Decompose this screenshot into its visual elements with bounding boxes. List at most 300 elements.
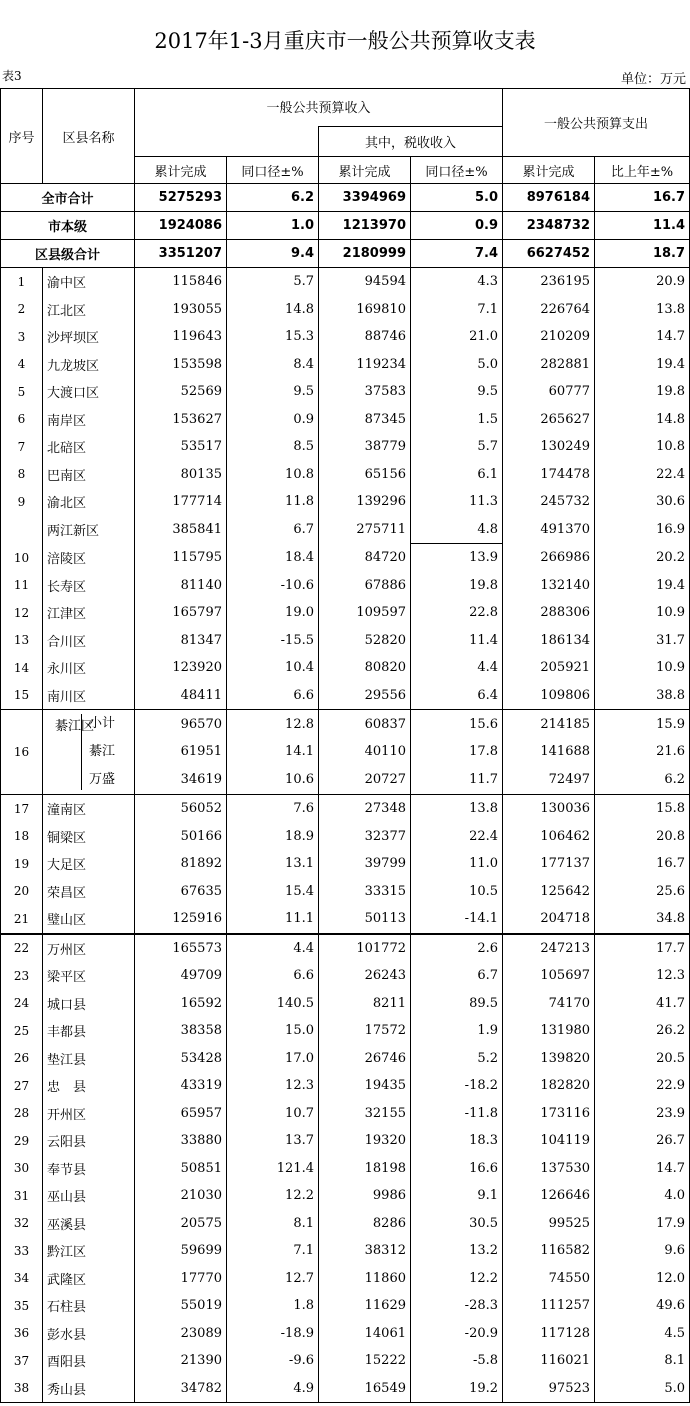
- district-name: 酉阳县: [43, 1347, 135, 1375]
- table-row: [1, 878, 690, 906]
- tax-pct-cell: -14.1: [411, 905, 503, 934]
- district-name: 永川区: [43, 654, 135, 682]
- revenue-pct-cell: 8.1: [227, 1210, 319, 1238]
- revenue-cell: 165573: [135, 934, 227, 963]
- tax-cell: 275711: [319, 516, 411, 544]
- row-number: 15: [1, 682, 43, 710]
- district-name: 荣昌区: [43, 878, 135, 906]
- revenue-cell: 52569: [135, 378, 227, 406]
- row-number: 23: [1, 962, 43, 990]
- tax-cell: 27348: [319, 795, 411, 823]
- unit-label: 单位：万元: [620, 72, 686, 87]
- expenditure-pct-cell: 30.6: [595, 488, 690, 516]
- revenue-pct-cell: 12.3: [227, 1072, 319, 1100]
- revenue-pct-cell: -10.6: [227, 572, 319, 600]
- expenditure-pct-cell: 4.5: [595, 1320, 690, 1348]
- expenditure-pct-cell: 14.7: [595, 1155, 690, 1183]
- table-row: [1, 627, 690, 655]
- tax-cell: 15222: [319, 1347, 411, 1375]
- expenditure-cell: 247213: [503, 934, 595, 963]
- expenditure-cell: 126646: [503, 1182, 595, 1210]
- table-row: [1, 488, 690, 516]
- expenditure-cell: 8976184: [503, 184, 595, 212]
- district-name: 渝中区: [43, 268, 135, 296]
- revenue-cell: 53517: [135, 433, 227, 461]
- expenditure-cell: 141688: [503, 738, 595, 766]
- tax-pct-cell: 22.4: [411, 823, 503, 851]
- revenue-pct-cell: 11.8: [227, 488, 319, 516]
- tax-cell: 50113: [319, 905, 411, 934]
- revenue-cell: 81892: [135, 850, 227, 878]
- district-name: 涪陵区: [43, 544, 135, 572]
- tax-pct-cell: -11.8: [411, 1100, 503, 1128]
- district-name: 秀山县: [43, 1375, 135, 1403]
- row-number: 7: [1, 433, 43, 461]
- district-name: 九龙坡区: [43, 351, 135, 379]
- revenue-pct-cell: 10.8: [227, 461, 319, 489]
- row-number: 28: [1, 1100, 43, 1128]
- revenue-pct-cell: 7.6: [227, 795, 319, 823]
- table-row: [1, 962, 690, 990]
- tax-cell: 67886: [319, 572, 411, 600]
- revenue-cell: 119643: [135, 323, 227, 351]
- tax-pct-cell: 18.3: [411, 1127, 503, 1155]
- row-number: 6: [1, 406, 43, 434]
- summary-row: [1, 240, 690, 268]
- tax-pct-cell: 4.4: [411, 654, 503, 682]
- tax-cell: 11629: [319, 1292, 411, 1320]
- expenditure-cell: 106462: [503, 823, 595, 851]
- revenue-cell: 55019: [135, 1292, 227, 1320]
- district-name: 江北区: [43, 296, 135, 324]
- row-number: 26: [1, 1045, 43, 1073]
- expenditure-cell: 116021: [503, 1347, 595, 1375]
- tax-cell: 33315: [319, 878, 411, 906]
- row-number: 5: [1, 378, 43, 406]
- table-row: [1, 654, 690, 682]
- table-row: [1, 934, 690, 963]
- row-number: 38: [1, 1375, 43, 1403]
- revenue-cell: 125916: [135, 905, 227, 934]
- revenue-cell: 33880: [135, 1127, 227, 1155]
- table-row: [1, 850, 690, 878]
- table-row: [1, 378, 690, 406]
- header-exp-vs: 比上年±%: [595, 157, 690, 184]
- row-number: 10: [1, 544, 43, 572]
- expenditure-cell: 105697: [503, 962, 595, 990]
- expenditure-pct-cell: 19.4: [595, 572, 690, 600]
- district-name: 黔江区: [43, 1237, 135, 1265]
- tax-pct-cell: 11.3: [411, 488, 503, 516]
- revenue-pct-cell: 8.5: [227, 433, 319, 461]
- revenue-cell: 3351207: [135, 240, 227, 268]
- revenue-cell: 53428: [135, 1045, 227, 1073]
- tax-cell: 37583: [319, 378, 411, 406]
- expenditure-pct-cell: 5.0: [595, 1375, 690, 1403]
- summary-row: [1, 184, 690, 212]
- revenue-pct-cell: -15.5: [227, 627, 319, 655]
- expenditure-cell: 214185: [503, 710, 595, 739]
- expenditure-cell: 60777: [503, 378, 595, 406]
- expenditure-pct-cell: 31.7: [595, 627, 690, 655]
- row-number: 37: [1, 1347, 43, 1375]
- expenditure-cell: 177137: [503, 850, 595, 878]
- header-rev-cum: 累计完成: [135, 157, 227, 184]
- expenditure-cell: 99525: [503, 1210, 595, 1238]
- revenue-cell: 43319: [135, 1072, 227, 1100]
- expenditure-cell: 125642: [503, 878, 595, 906]
- revenue-pct-cell: 18.9: [227, 823, 319, 851]
- revenue-pct-cell: 8.4: [227, 351, 319, 379]
- revenue-cell: 59699: [135, 1237, 227, 1265]
- tax-pct-cell: 11.0: [411, 850, 503, 878]
- header-expenditure: 一般公共预算支出: [503, 89, 690, 157]
- expenditure-pct-cell: 23.9: [595, 1100, 690, 1128]
- tax-pct-cell: 15.6: [411, 710, 503, 739]
- row-number: 32: [1, 1210, 43, 1238]
- expenditure-cell: 210209: [503, 323, 595, 351]
- tax-pct-cell: 5.7: [411, 433, 503, 461]
- summary-name: 全市合计: [1, 184, 135, 212]
- summary-row: [1, 212, 690, 240]
- revenue-pct-cell: 5.7: [227, 268, 319, 296]
- revenue-cell: 5275293: [135, 184, 227, 212]
- tax-cell: 11860: [319, 1265, 411, 1293]
- revenue-pct-cell: 9.4: [227, 240, 319, 268]
- revenue-cell: 34619: [135, 766, 227, 795]
- revenue-cell: 177714: [135, 488, 227, 516]
- sub-name: 綦江: [89, 744, 116, 759]
- table-row: [1, 1072, 690, 1100]
- table-number: 表3: [2, 69, 22, 83]
- revenue-cell: 153598: [135, 351, 227, 379]
- revenue-pct-cell: -9.6: [227, 1347, 319, 1375]
- table-row: [1, 433, 690, 461]
- row-number: 24: [1, 990, 43, 1018]
- revenue-pct-cell: 121.4: [227, 1155, 319, 1183]
- expenditure-cell: 74170: [503, 990, 595, 1018]
- expenditure-cell: 139820: [503, 1045, 595, 1073]
- header-tax-yoy: 同口径±%: [411, 157, 503, 184]
- tax-pct-cell: 13.2: [411, 1237, 503, 1265]
- tax-pct-cell: 5.0: [411, 184, 503, 212]
- revenue-pct-cell: 1.0: [227, 212, 319, 240]
- revenue-pct-cell: 15.4: [227, 878, 319, 906]
- revenue-pct-cell: 0.9: [227, 406, 319, 434]
- revenue-pct-cell: 6.7: [227, 516, 319, 544]
- district-name: 两江新区: [43, 516, 135, 544]
- tax-cell: 169810: [319, 296, 411, 324]
- tax-cell: 80820: [319, 654, 411, 682]
- district-name: 潼南区: [43, 795, 135, 823]
- tax-pct-cell: 13.9: [411, 544, 503, 572]
- revenue-cell: 48411: [135, 682, 227, 710]
- table-row: [1, 1182, 690, 1210]
- district-name: 巫山县: [43, 1182, 135, 1210]
- revenue-pct-cell: 4.9: [227, 1375, 319, 1403]
- expenditure-cell: 174478: [503, 461, 595, 489]
- row-number: 8: [1, 461, 43, 489]
- tax-pct-cell: 4.8: [411, 516, 503, 544]
- expenditure-pct-cell: 21.6: [595, 738, 690, 766]
- row-number: 34: [1, 1265, 43, 1293]
- tax-cell: 119234: [319, 351, 411, 379]
- tax-pct-cell: 19.8: [411, 572, 503, 600]
- revenue-pct-cell: 12.2: [227, 1182, 319, 1210]
- revenue-pct-cell: 10.4: [227, 654, 319, 682]
- district-name: 彭水县: [43, 1320, 135, 1348]
- district-rows-a: [1, 268, 690, 710]
- tax-cell: 101772: [319, 934, 411, 963]
- row-number: 22: [1, 934, 43, 963]
- sub-name: 万盛: [89, 772, 116, 787]
- revenue-cell: 81140: [135, 572, 227, 600]
- revenue-pct-cell: 13.7: [227, 1127, 319, 1155]
- table-row: [1, 1375, 690, 1403]
- qijiang-name-cell: [43, 710, 135, 795]
- tax-pct-cell: 7.1: [411, 296, 503, 324]
- revenue-cell: 81347: [135, 627, 227, 655]
- revenue-pct-cell: 4.4: [227, 934, 319, 963]
- table-row: [1, 1320, 690, 1348]
- district-name: 丰都县: [43, 1017, 135, 1045]
- revenue-cell: 67635: [135, 878, 227, 906]
- sub-name: 小计: [89, 716, 116, 731]
- table-row: [1, 1237, 690, 1265]
- revenue-pct-cell: 14.1: [227, 738, 319, 766]
- revenue-cell: 38358: [135, 1017, 227, 1045]
- row-number: 29: [1, 1127, 43, 1155]
- expenditure-pct-cell: 19.8: [595, 378, 690, 406]
- district-name: 渝北区: [43, 488, 135, 516]
- header-tax: 其中，税收收入: [319, 127, 503, 157]
- revenue-pct-cell: 11.1: [227, 905, 319, 934]
- revenue-cell: 61951: [135, 738, 227, 766]
- expenditure-pct-cell: 9.6: [595, 1237, 690, 1265]
- table-row: [1, 516, 690, 544]
- table-row: [1, 572, 690, 600]
- header-tax-cum: 累计完成: [319, 157, 411, 184]
- district-name: 大足区: [43, 850, 135, 878]
- revenue-cell: 56052: [135, 795, 227, 823]
- qijiang-name: 綦江区: [55, 719, 95, 734]
- district-name: 石柱县: [43, 1292, 135, 1320]
- expenditure-pct-cell: 10.9: [595, 654, 690, 682]
- revenue-cell: 165797: [135, 599, 227, 627]
- district-name: 南川区: [43, 682, 135, 710]
- revenue-cell: 385841: [135, 516, 227, 544]
- expenditure-pct-cell: 16.7: [595, 184, 690, 212]
- expenditure-cell: 491370: [503, 516, 595, 544]
- tax-pct-cell: 6.4: [411, 682, 503, 710]
- revenue-pct-cell: 18.4: [227, 544, 319, 572]
- header-exp-cum: 累计完成: [503, 157, 595, 184]
- tax-pct-cell: 16.6: [411, 1155, 503, 1183]
- tax-pct-cell: 7.4: [411, 240, 503, 268]
- tax-pct-cell: 5.2: [411, 1045, 503, 1073]
- table-row: [1, 1045, 690, 1073]
- revenue-cell: 21030: [135, 1182, 227, 1210]
- expenditure-cell: 173116: [503, 1100, 595, 1128]
- row-number: 17: [1, 795, 43, 823]
- revenue-cell: 34782: [135, 1375, 227, 1403]
- district-name: 璧山区: [43, 905, 135, 934]
- revenue-cell: 1924086: [135, 212, 227, 240]
- row-number: 3: [1, 323, 43, 351]
- tax-cell: 26746: [319, 1045, 411, 1073]
- expenditure-cell: 132140: [503, 572, 595, 600]
- district-name: 江津区: [43, 599, 135, 627]
- expenditure-pct-cell: 20.9: [595, 268, 690, 296]
- expenditure-cell: 265627: [503, 406, 595, 434]
- row-number: 16: [1, 710, 43, 795]
- tax-pct-cell: 19.2: [411, 1375, 503, 1403]
- tax-pct-cell: 10.5: [411, 878, 503, 906]
- tax-pct-cell: -18.2: [411, 1072, 503, 1100]
- revenue-pct-cell: 15.0: [227, 1017, 319, 1045]
- tax-cell: 40110: [319, 738, 411, 766]
- tax-cell: 1213970: [319, 212, 411, 240]
- district-name: 合川区: [43, 627, 135, 655]
- district-name: 垫江县: [43, 1045, 135, 1073]
- row-number: 12: [1, 599, 43, 627]
- tax-cell: 94594: [319, 268, 411, 296]
- row-number: 13: [1, 627, 43, 655]
- tax-pct-cell: 11.7: [411, 766, 503, 795]
- expenditure-pct-cell: 14.7: [595, 323, 690, 351]
- tax-pct-cell: 9.1: [411, 1182, 503, 1210]
- table-row: [1, 351, 690, 379]
- table-row: [1, 1347, 690, 1375]
- table-row: [1, 323, 690, 351]
- expenditure-cell: 226764: [503, 296, 595, 324]
- revenue-pct-cell: 17.0: [227, 1045, 319, 1073]
- tax-cell: 18198: [319, 1155, 411, 1183]
- table-row: [1, 406, 690, 434]
- table-row: [1, 795, 690, 823]
- revenue-cell: 21390: [135, 1347, 227, 1375]
- revenue-cell: 80135: [135, 461, 227, 489]
- revenue-pct-cell: 12.8: [227, 710, 319, 739]
- table-row: [1, 1155, 690, 1183]
- tax-pct-cell: -5.8: [411, 1347, 503, 1375]
- expenditure-pct-cell: 41.7: [595, 990, 690, 1018]
- row-number: 33: [1, 1237, 43, 1265]
- expenditure-pct-cell: 17.9: [595, 1210, 690, 1238]
- expenditure-pct-cell: 14.8: [595, 406, 690, 434]
- revenue-cell: 65957: [135, 1100, 227, 1128]
- revenue-cell: 50851: [135, 1155, 227, 1183]
- district-name: 城口县: [43, 990, 135, 1018]
- row-number: 27: [1, 1072, 43, 1100]
- district-name: 长寿区: [43, 572, 135, 600]
- tax-pct-cell: 17.8: [411, 738, 503, 766]
- revenue-pct-cell: 10.7: [227, 1100, 319, 1128]
- revenue-cell: 16592: [135, 990, 227, 1018]
- revenue-pct-cell: 13.1: [227, 850, 319, 878]
- expenditure-cell: 205921: [503, 654, 595, 682]
- revenue-cell: 49709: [135, 962, 227, 990]
- revenue-pct-cell: 12.7: [227, 1265, 319, 1293]
- expenditure-pct-cell: 15.9: [595, 710, 690, 739]
- revenue-cell: 23089: [135, 1320, 227, 1348]
- tax-pct-cell: 6.1: [411, 461, 503, 489]
- tax-pct-cell: 4.3: [411, 268, 503, 296]
- table-row: [1, 823, 690, 851]
- revenue-pct-cell: 10.6: [227, 766, 319, 795]
- expenditure-pct-cell: 34.8: [595, 905, 690, 934]
- expenditure-cell: 182820: [503, 1072, 595, 1100]
- row-number: 9: [1, 488, 43, 516]
- district-name: 北碚区: [43, 433, 135, 461]
- expenditure-pct-cell: 18.7: [595, 240, 690, 268]
- tax-cell: 19320: [319, 1127, 411, 1155]
- district-rows-c: [1, 934, 690, 1403]
- expenditure-pct-cell: 22.4: [595, 461, 690, 489]
- expenditure-cell: 236195: [503, 268, 595, 296]
- expenditure-cell: 130249: [503, 433, 595, 461]
- revenue-pct-cell: 6.2: [227, 184, 319, 212]
- table-row: [1, 1265, 690, 1293]
- tax-cell: 8286: [319, 1210, 411, 1238]
- table-row: [1, 461, 690, 489]
- tax-pct-cell: 6.7: [411, 962, 503, 990]
- summary-rows: [1, 184, 690, 268]
- row-number: 30: [1, 1155, 43, 1183]
- district-name: 巴南区: [43, 461, 135, 489]
- tax-cell: 16549: [319, 1375, 411, 1403]
- expenditure-pct-cell: 20.8: [595, 823, 690, 851]
- qijiang-divider: [81, 714, 82, 790]
- expenditure-cell: 137530: [503, 1155, 595, 1183]
- tax-cell: 32377: [319, 823, 411, 851]
- row-number: 31: [1, 1182, 43, 1210]
- row-number: 11: [1, 572, 43, 600]
- expenditure-cell: 111257: [503, 1292, 595, 1320]
- row-number: 18: [1, 823, 43, 851]
- expenditure-cell: 204718: [503, 905, 595, 934]
- table-row: [1, 1017, 690, 1045]
- expenditure-pct-cell: 26.2: [595, 1017, 690, 1045]
- table-row: [1, 1127, 690, 1155]
- tax-cell: 26243: [319, 962, 411, 990]
- tax-pct-cell: -28.3: [411, 1292, 503, 1320]
- tax-cell: 14061: [319, 1320, 411, 1348]
- expenditure-pct-cell: 10.9: [595, 599, 690, 627]
- page-title: 2017年1-3月重庆市一般公共预算收支表: [154, 29, 536, 53]
- row-number: 36: [1, 1320, 43, 1348]
- revenue-cell: 20575: [135, 1210, 227, 1238]
- tax-cell: 87345: [319, 406, 411, 434]
- tax-cell: 8211: [319, 990, 411, 1018]
- tax-cell: 84720: [319, 544, 411, 572]
- tax-pct-cell: 1.9: [411, 1017, 503, 1045]
- tax-pct-cell: 9.5: [411, 378, 503, 406]
- tax-cell: 88746: [319, 323, 411, 351]
- revenue-cell: 17770: [135, 1265, 227, 1293]
- tax-cell: 139296: [319, 488, 411, 516]
- district-name: 万州区: [43, 934, 135, 963]
- expenditure-pct-cell: 26.7: [595, 1127, 690, 1155]
- table-row: [1, 1210, 690, 1238]
- expenditure-pct-cell: 16.7: [595, 850, 690, 878]
- tax-cell: 3394969: [319, 184, 411, 212]
- revenue-cell: 50166: [135, 823, 227, 851]
- expenditure-cell: 109806: [503, 682, 595, 710]
- revenue-pct-cell: 1.8: [227, 1292, 319, 1320]
- expenditure-pct-cell: 38.8: [595, 682, 690, 710]
- revenue-pct-cell: 6.6: [227, 682, 319, 710]
